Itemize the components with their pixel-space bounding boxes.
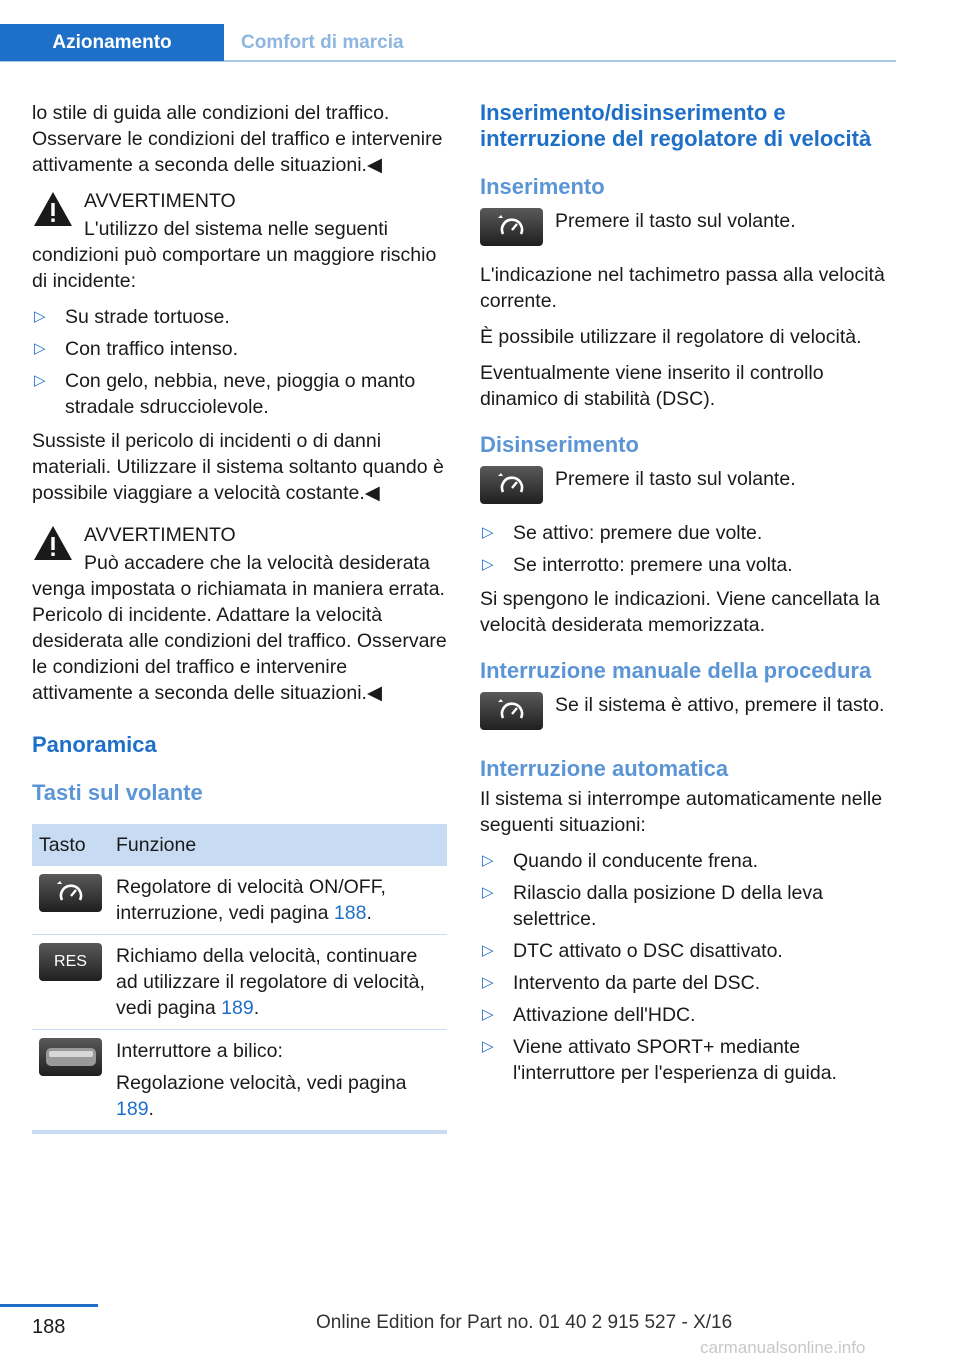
warning-block-2 [32, 522, 448, 548]
cruise-control-key-icon [480, 208, 543, 246]
warning-title: AVVERTIMENTO [84, 190, 236, 212]
table-cell-function: Richiamo della velocità, continuare ad utilizzare il regolatore di velocità, vedi pagina 189. [109, 935, 447, 1030]
list-item: ▷ Rilascio dalla posizione D della leva selettrice. [482, 882, 824, 930]
triangle-bullet-icon: ▷ [482, 1038, 494, 1055]
speedometer-icon [489, 212, 535, 242]
warning-list [32, 304, 448, 420]
cruise-control-key-icon [480, 692, 543, 730]
paragraph: Si spengono le indicazioni. Viene cancellata la velocità desiderata memorizzata. [480, 588, 880, 636]
footer-rule [0, 1304, 98, 1307]
warning-triangle-icon [32, 524, 74, 562]
warning-block-1 [32, 188, 448, 214]
rocker-switch-icon [39, 1038, 102, 1076]
off-list [480, 520, 896, 578]
cruise-control-key-icon [480, 466, 543, 504]
subsection-heading-auto: Interruzione automatica [480, 756, 729, 781]
list-item: ▷ Se attivo: premere due volte. [482, 522, 763, 544]
table-header-row [32, 824, 447, 866]
auto-list [480, 848, 896, 1086]
speedometer-icon [48, 878, 94, 908]
watermark: carmanualsonline.info [700, 1338, 866, 1357]
triangle-bullet-icon: ▷ [482, 852, 494, 869]
list-item: ▷ Quando il conducente frena. [482, 850, 759, 872]
table-row [32, 866, 447, 935]
triangle-bullet-icon: ▷ [482, 942, 494, 959]
table-cell-function: Interruttore a bilico: Regolazione velocità, vedi pagina 189. [109, 1030, 447, 1133]
triangle-bullet-icon: ▷ [34, 340, 46, 357]
key-instruction-off: Premere il tasto sul volante. [480, 466, 896, 506]
page-link[interactable]: 188 [333, 902, 367, 924]
section-heading-on-off: Inserimento/disinserimento e interruzione del regolatore di velocità [480, 100, 872, 151]
list-item: ▷ Con gelo, nebbia, neve, pioggia o manto stradale sdrucciolevole. [34, 370, 416, 418]
tab-comfort-di-marcia[interactable]: Comfort di marcia [241, 31, 404, 53]
warning-text: L'utilizzo del sistema nelle seguenti condizioni può comportare un maggiore rischio di incidente: [32, 218, 437, 292]
list-item: ▷ Viene attivato SPORT+ mediante l'interruttore per l'esperienza di guida. [482, 1036, 837, 1084]
table-header-function: Funzione [109, 824, 447, 866]
subsection-heading-keys: Tasti sul volante [32, 780, 203, 805]
triangle-bullet-icon: ▷ [34, 372, 46, 389]
section-heading-overview: Panoramica [32, 732, 157, 757]
triangle-bullet-icon: ▷ [482, 884, 494, 901]
triangle-bullet-icon: ▷ [482, 556, 494, 573]
triangle-bullet-icon: ▷ [482, 524, 494, 541]
paragraph: L'indicazione nel tachimetro passa alla velocità corrente. [480, 264, 885, 312]
chapter-header [0, 24, 896, 62]
page-number: 188 [32, 1316, 66, 1338]
list-item: ▷ Se interrotto: premere una volta. [482, 554, 793, 576]
speedometer-icon [489, 696, 535, 726]
cruise-control-key-icon [39, 874, 102, 912]
list-item: ▷ Su strade tortuose. [34, 306, 230, 328]
left-column [32, 100, 448, 1134]
paragraph: È possibile utilizzare il regolatore di velocità. [480, 326, 862, 348]
paragraph: Eventualmente viene inserito il controllo dinamico di stabilità (DSC). [480, 362, 824, 410]
table-row [32, 1030, 447, 1133]
paragraph: Il sistema si interrompe automaticamente nelle seguenti situazioni: [480, 788, 883, 836]
key-instruction-manual: Se il sistema è attivo, premere il tasto. [480, 692, 896, 732]
rocker-switch-graphic [42, 1042, 100, 1072]
key-instruction-on: Premere il tasto sul volante. [480, 208, 896, 248]
warning-consequence: Sussiste il pericolo di incidenti o di danni materiali. Utilizzare il sistema soltanto quando è possibile viaggiare a velocità costante.◀ [32, 430, 444, 504]
warning-triangle-icon [32, 190, 74, 228]
list-item: ▷ Attivazione dell'HDC. [482, 1004, 696, 1026]
list-item: ▷ DTC attivato o DSC disattivato. [482, 940, 783, 962]
table-cell-function: Regolatore di velocità ON/OFF, interruzione, vedi pagina 188. [109, 866, 447, 935]
subsection-heading-manual: Interruzione manuale della procedura [480, 658, 872, 683]
page-link[interactable]: 189 [221, 997, 254, 1019]
tab-azionamento[interactable]: Azionamento [0, 24, 224, 61]
list-item: ▷ Intervento da parte del DSC. [482, 972, 761, 994]
intro-text: lo stile di guida alle condizioni del traffico. Osservare le condizioni del traffico e intervenire attivamente a seconda delle situazioni.◀ [32, 102, 443, 176]
keys-table [32, 824, 447, 1134]
right-column [480, 100, 896, 1094]
res-key-icon: RES [39, 943, 102, 981]
list-item: ▷ Con traffico intenso. [34, 338, 239, 360]
triangle-bullet-icon: ▷ [482, 1006, 494, 1023]
warning-title: AVVERTIMENTO [84, 524, 236, 546]
page-link[interactable]: 189 [116, 1098, 149, 1120]
table-header-key: Tasto [32, 824, 109, 866]
triangle-bullet-icon: ▷ [482, 974, 494, 991]
subsection-heading-off: Disinserimento [480, 432, 639, 457]
edition-text: Online Edition for Part no. 01 40 2 915 527 - X/16 [316, 1312, 733, 1333]
table-row [32, 935, 447, 1030]
speedometer-icon [489, 470, 535, 500]
triangle-bullet-icon: ▷ [34, 308, 46, 325]
subsection-heading-on: Inserimento [480, 174, 605, 199]
warning-text: Può accadere che la velocità desiderata venga impostata o richiamata in maniera errata. Pericolo di incidente. Adattare la velocità desiderata alle condizioni del traffico. Osservare le condizioni del traffico e intervenire attivamente a seconda delle situazioni.◀ [32, 552, 447, 704]
